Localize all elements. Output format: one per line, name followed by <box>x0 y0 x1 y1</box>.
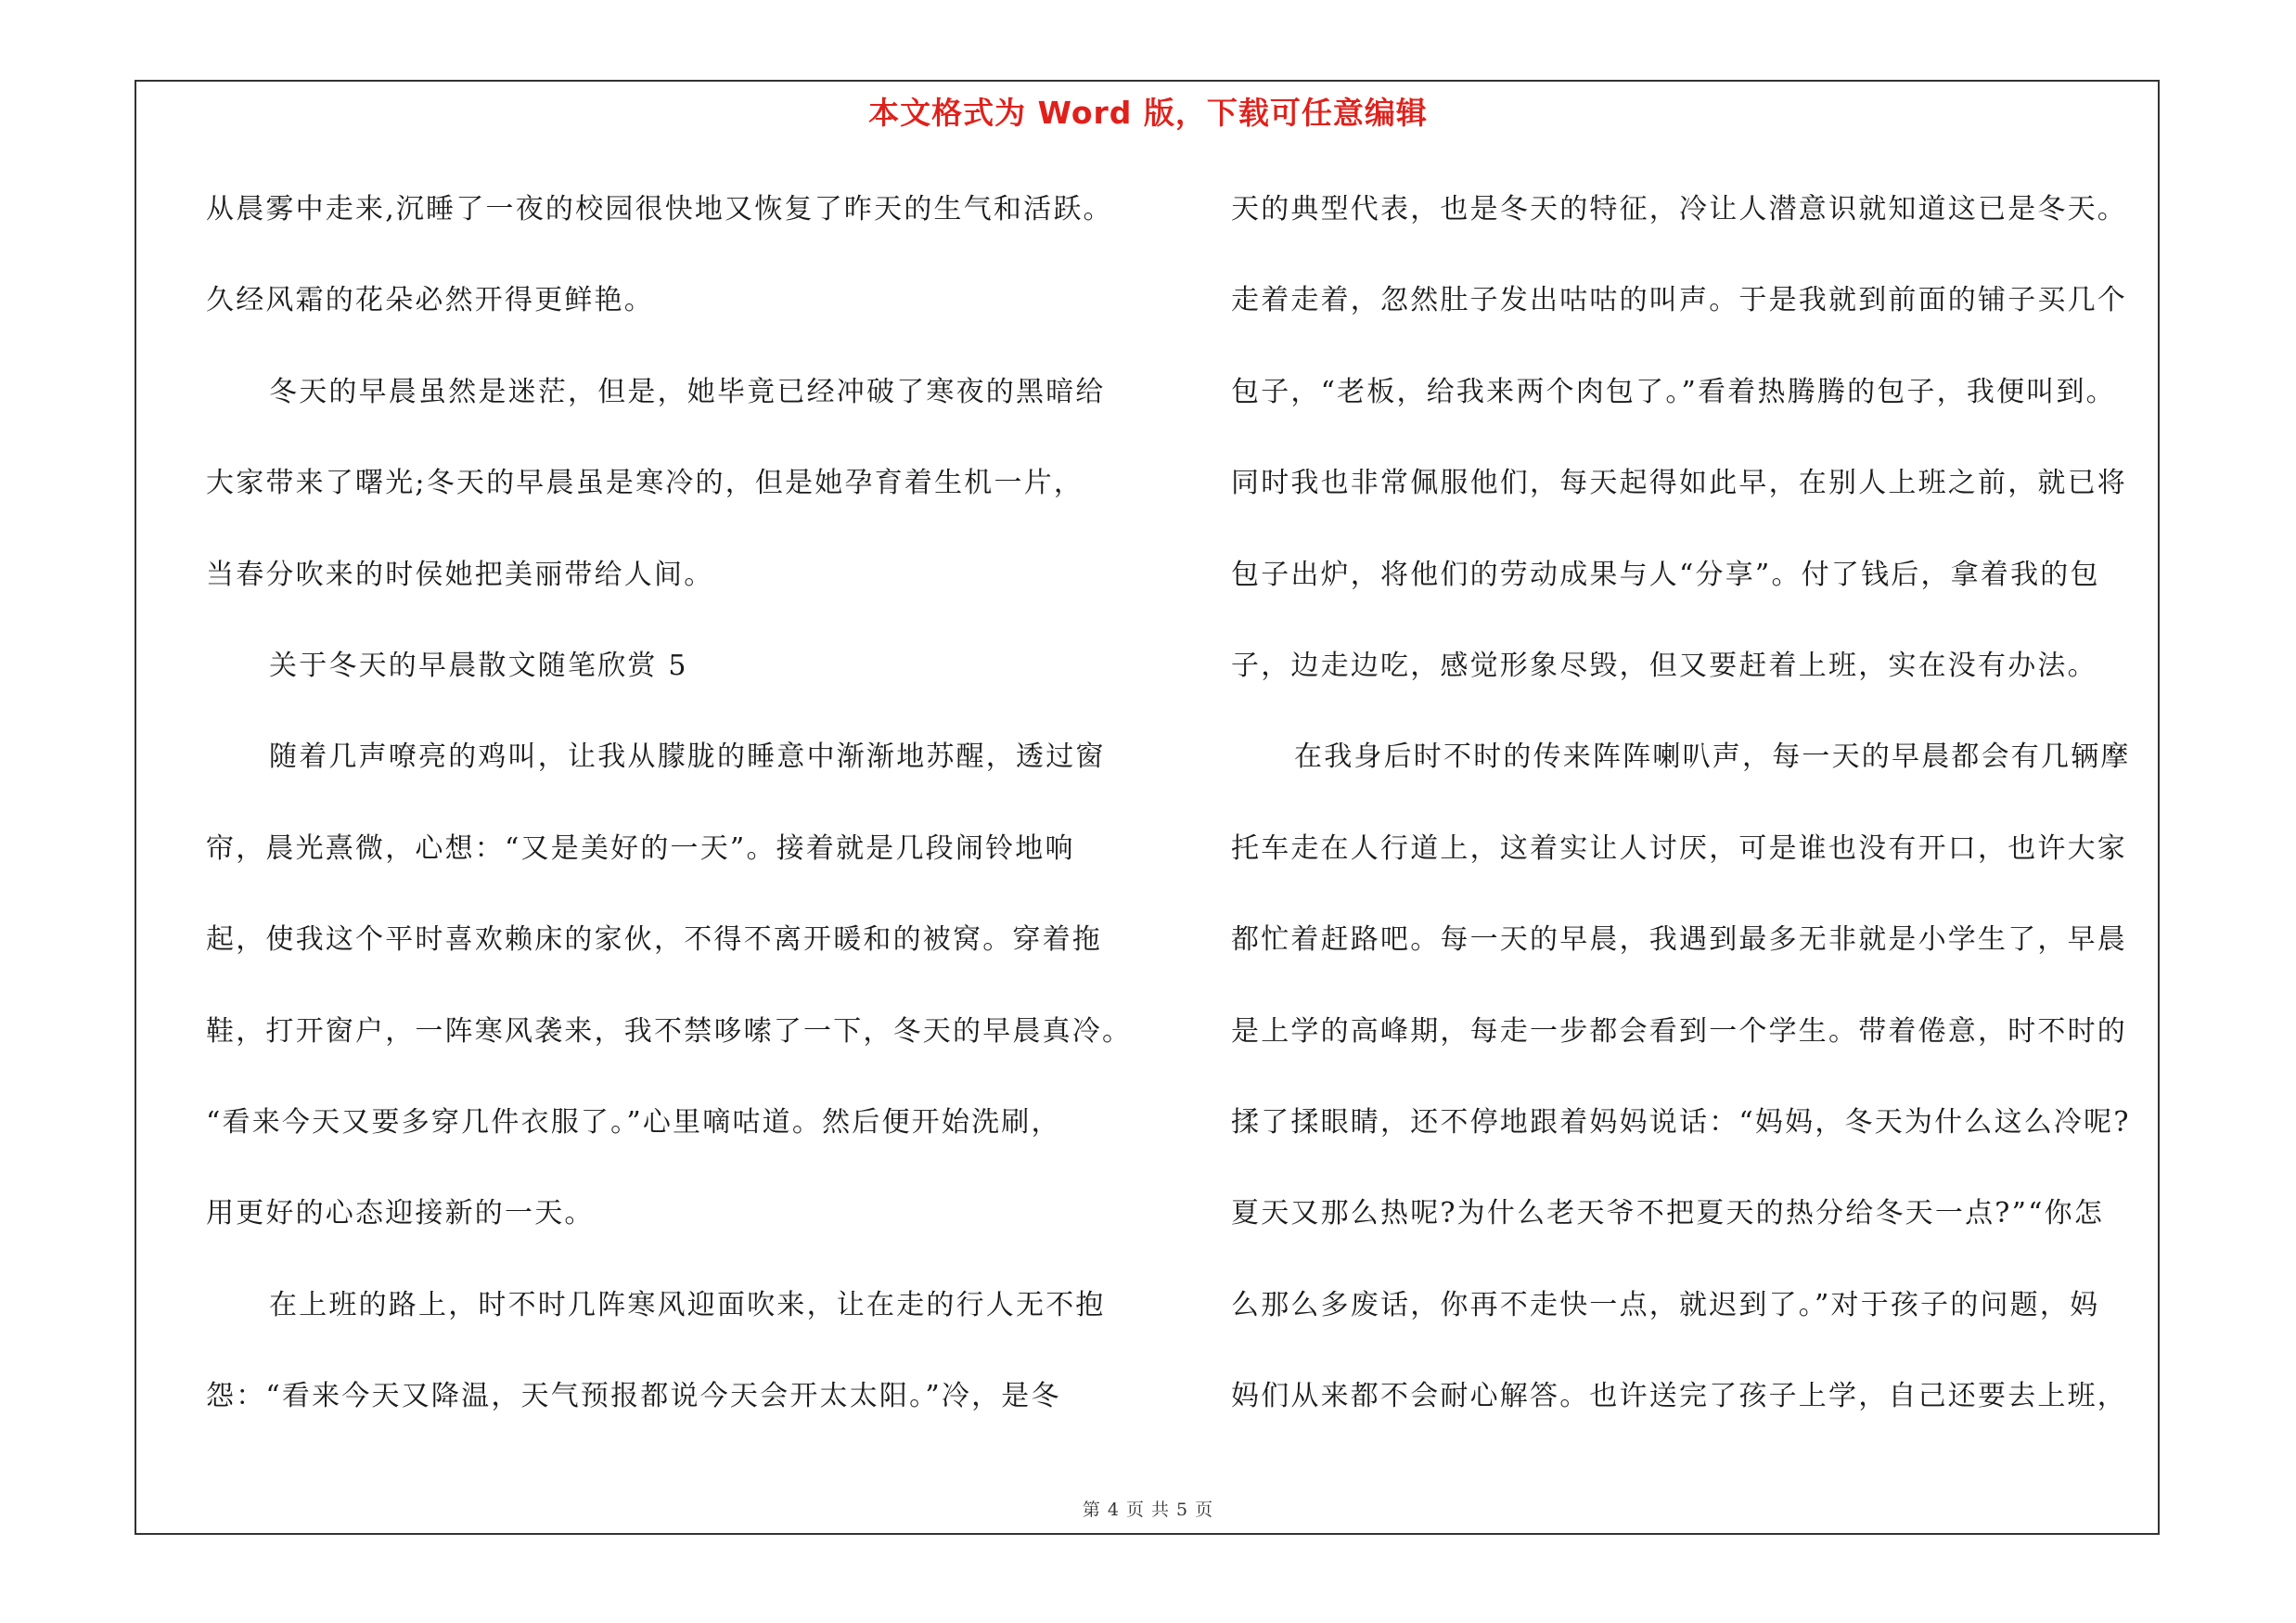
text-line: 帘，晨光熹微，心想：“又是美好的一天”。接着就是几段闹铃地响 <box>206 831 1075 865</box>
text-line: 在我身后时不时的传来阵阵喇叭声，每一天的早晨都会有几辆摩 <box>1294 741 2131 774</box>
text-line: 是上学的高峰期，每走一步都会看到一个学生。带着倦意，时不时的 <box>1231 1014 2127 1048</box>
text-line: 冬天的早晨虽然是迷茫，但是，她毕竟已经冲破了寒夜的黑暗给 <box>269 375 1106 408</box>
text-line: 揉了揉眼睛，还不停地跟着妈妈说话：“妈妈，冬天为什么这么冷呢? <box>1231 1105 2131 1139</box>
text-line: 同时我也非常佩服他们，每天起得如此早，在别人上班之前，就已将 <box>1231 467 2127 500</box>
text-line: 关于冬天的早晨散文随笔欣赏 5 <box>269 649 688 682</box>
left-text-column <box>206 179 1134 1457</box>
right-text-column <box>1231 179 2196 1457</box>
text-line: 当春分吹来的时侯她把美丽带给人间。 <box>206 558 714 591</box>
text-line: “看来今天又要多穿几件衣服了。”心里嘀咕道。然后便开始洗刷， <box>206 1105 1061 1139</box>
page-number-footer: 第 4 页 共 5 页 <box>1082 1500 1214 1520</box>
text-line: 天的典型代表，也是冬天的特征，冷让人潜意识就知道这已是冬天。 <box>1231 193 2127 225</box>
text-line: 起，使我这个平时喜欢赖床的家伙，不得不离开暖和的被窝。穿着拖 <box>206 923 1102 957</box>
text-line: 妈们从来都不会耐心解答。也许送完了孩子上学，自己还要去上班， <box>1231 1380 2127 1413</box>
format-banner: 本文格式为 Word 版，下载可任意编辑 <box>868 95 1428 131</box>
text-line: 在上班的路上，时不时几阵寒风迎面吹来，让在走的行人无不抱 <box>269 1288 1106 1321</box>
text-line: 怨：“看来今天又降温，天气预报都说今天会开太太阳。”冷，是冬 <box>206 1380 1061 1413</box>
text-line: 子，边走边吃，感觉形象尽毁，但又要赶着上班，实在没有办法。 <box>1231 649 2097 682</box>
text-line: 鞋，打开窗户，一阵寒风袭来，我不禁哆嗦了一下，冬天的早晨真冷。 <box>206 1014 1133 1048</box>
text-line: 都忙着赶路吧。每一天的早晨，我遇到最多无非就是小学生了，早晨 <box>1231 923 2127 957</box>
text-line: 随着几声嘹亮的鸡叫，让我从朦胧的睡意中渐渐地苏醒，透过窗 <box>269 741 1106 774</box>
text-line: 大家带来了曙光;冬天的早晨虽是寒冷的，但是她孕育着生机一片， <box>206 467 1084 500</box>
text-line: 包子，“老板，给我来两个肉包了。”看着热腾腾的包子，我便叫到。 <box>1231 375 2116 408</box>
text-line: 从晨雾中走来,沉睡了一夜的校园很快地又恢复了昨天的生气和活跃。 <box>206 193 1113 225</box>
text-line: 夏天又那么热呢?为什么老天爷不把夏天的热分给冬天一点?”“你怎 <box>1231 1197 2105 1230</box>
text-line: 走着走着，忽然肚子发出咕咕的叫声。于是我就到前面的铺子买几个 <box>1231 284 2127 317</box>
text-line: 久经风霜的花朵必然开得更鲜艳。 <box>206 284 654 317</box>
text-line: 托车走在人行道上，这着实让人讨厌，可是谁也没有开口，也许大家 <box>1231 831 2127 865</box>
text-line: 包子出炉，将他们的劳动成果与人“分享”。付了钱后，拿着我的包 <box>1231 558 2100 591</box>
text-line: 用更好的心态迎接新的一天。 <box>206 1197 595 1230</box>
text-line: 么那么多废话，你再不走快一点，就迟到了。”对于孩子的问题，妈 <box>1231 1288 2100 1321</box>
